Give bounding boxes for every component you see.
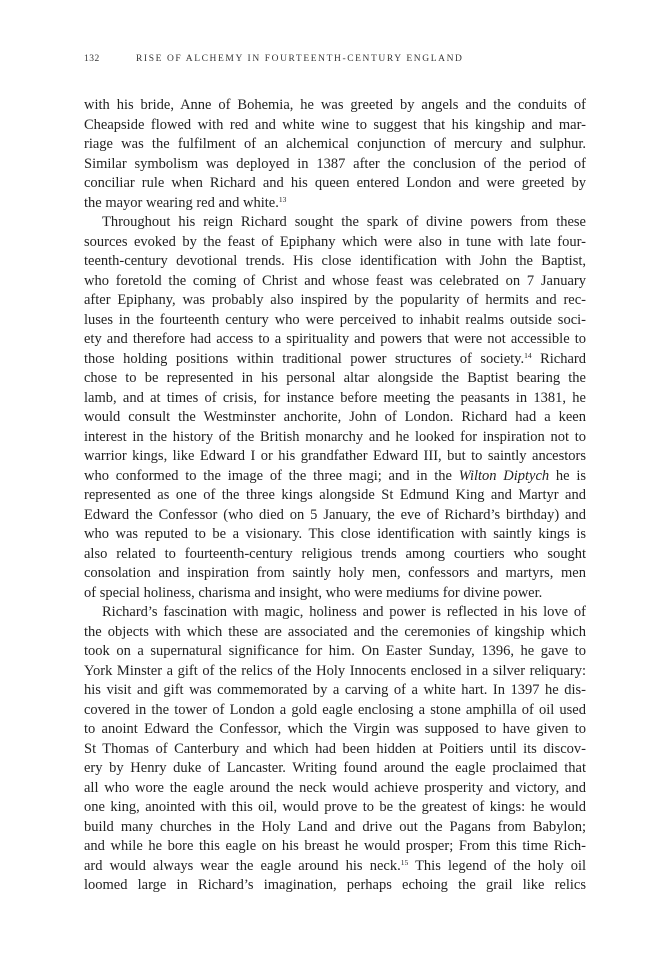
text-line: chose to be represented in his personal altar alongside the Baptist bearing the [84,370,586,386]
text-line: sources evoked by the feast of Epiphany which were also in tune with late four- [84,233,586,250]
paragraph-2 [84,213,586,603]
text-line: build many churches in the Holy Land and drive out the Pagans from Babylon; [84,818,586,835]
text-line: the objects with which these are associated and the ceremonies of kingship which [84,623,586,640]
text-line: riage was the fulfilment of an alchemical conjunction of mercury and sulphur. [84,136,586,152]
text-line: to anoint Edward the Confessor, which the Virgin was supposed to have given to [84,721,586,737]
text-line [84,857,586,877]
line-text: Richard [531,350,586,367]
paragraph-1 [84,96,586,213]
line-text: he is [549,467,587,484]
line-text: This legend of the holy oil [408,857,587,874]
text-line: teenth-century devotional trends. His close identification with John the Baptist, [84,253,586,269]
text-line: St Thomas of Canterbury and which had been hidden at Poitiers until its discov- [84,740,586,757]
text-line: ery by Henry duke of Lancaster. Writing found around the eagle proclaimed that [84,760,586,776]
text-line [84,350,586,370]
text-line: Throughout his reign Richard sought the spark of divine powers from these [102,214,586,230]
text-line: his visit and gift was commemorated by a carving of a white hart. In 1397 he dis- [84,682,586,698]
text-line: loomed large in Richard’s imagination, perhaps echoing the grail like relics [84,877,586,893]
line-text: those holding positions within traditional power structures of society. [84,350,525,367]
text-line: with his bride, Anne of Bohemia, he was greeted by angels and the conduits of [84,97,586,113]
text-line: after Epiphany, was probably also inspired by the popularity of hermits and rec- [84,292,586,308]
text-line: warrior kings, like Edward I or his grandfather Edward III, but to saintly ancestors [84,448,586,464]
footnote-ref-13: 13 [278,194,287,204]
text-line [84,194,586,214]
footnote-ref-14: 14 [524,350,532,360]
text-line: who foretold the coming of Christ and whose feast was celebrated on 7 January [84,272,586,289]
text-line: luses in the fourteenth century who were perceived to inhabit realms outside soci- [84,311,586,328]
text-line: covered in the tower of London a gold eagle enclosing a stone amphilla of oil used [84,701,586,718]
text-line: Richard’s fascination with magic, holiness and power is reflected in his love of [102,604,586,620]
text-line: would consult the Westminster anchorite, John of London. Richard had a keen [84,409,586,425]
text-line: lamb, and at times of crisis, for instance before meeting the peasants in 1381, he [84,389,586,406]
running-header [84,54,586,64]
text-line: of special holiness, charisma and insight, who were mediums for divine power. [84,584,543,601]
text-line: and while he bore this eagle on his breast he would prosper; From this time Rich- [84,838,586,854]
text-line: took on a supernatural significance for him. On Easter Sunday, 1396, he gave to [84,643,586,659]
text-line: Cheapside flowed with red and white wine to suggest that his kingship and mar- [84,116,586,133]
artwork-title: Wilton Diptych [458,467,550,484]
running-title: RISE OF ALCHEMY IN FOURTEENTH-CENTURY ENGLAND [136,54,464,64]
line-text: who conformed to the image of the three magi; and in the [84,467,459,484]
text-line: all who wore the eagle around the neck would achieve prosperity and victory, and [84,779,586,796]
text-line: York Minster a gift of the relics of the Holy Innocents enclosed in a silver reliquary: [84,662,586,679]
line-text: ard would always wear the eagle around his neck. [84,857,401,874]
paragraph-3 [84,603,586,896]
text-line [84,467,586,487]
text-line: represented as one of the three kings alongside St Edmund King and Martyr and [84,487,586,503]
text-line: Similar symbolism was deployed in 1387 after the conclusion of the period of [84,155,586,172]
text-line: ety and therefore had access to a spirituality and powers that were not accessible to [84,331,586,347]
line-text: the mayor wearing red and white. [84,194,279,211]
footnote-ref-15: 15 [400,857,409,867]
text-line: conciliar rule when Richard and his queen entered London and were greeted by [84,175,586,191]
page-number: 132 [84,54,100,64]
body-text [84,96,586,896]
text-line: Edward the Confessor (who died on 5 January, the eve of Richard’s birthday) and [84,506,586,523]
text-line: one king, anointed with this oil, would prove to be the greatest of kings: he would [84,799,586,815]
text-line: who was reputed to be a visionary. This close identification with saintly kings is [84,526,586,542]
text-line: also related to fourteenth-century religious trends among courtiers who sought [84,545,586,562]
text-line: consolation and inspiration from saintly holy men, confessors and martyrs, men [84,565,586,581]
text-line: interest in the history of the British monarchy and he looked for inspiration not to [84,428,586,445]
